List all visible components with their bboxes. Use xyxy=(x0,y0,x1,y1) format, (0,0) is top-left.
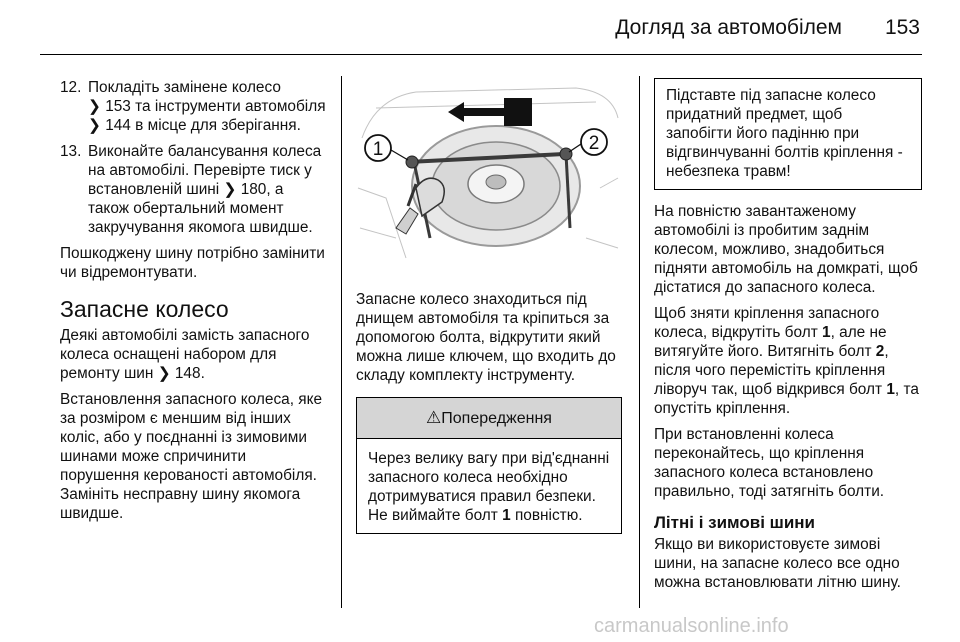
warning-triangle-icon: ⚠ xyxy=(426,408,442,427)
list-item-13: 13. Виконайте балансування колеса на автомобілі. Перевірте тиск у встановленій шині ❯ 180, а також обертальний момент закручування якомога швидше. xyxy=(60,143,322,236)
page-ref[interactable]: 180 xyxy=(240,181,267,198)
section-heading: Запасне колесо xyxy=(60,296,229,322)
paragraph: Пошкоджену шину потрібно замінити чи відремонтувати. xyxy=(60,245,325,281)
warning-header xyxy=(357,398,621,439)
caution-box: Підставте під запасне колесо придатний предмет, щоб запобігти його падінню при відгвинчуванні болтів кріплення - небезпека травм! xyxy=(654,78,922,190)
paragraph: При встановленні колеса переконайтесь, що кріплення запасного колеса встановлено правильно, тоді затягніть болти. xyxy=(654,426,885,500)
column-middle xyxy=(356,78,622,534)
page-number: 153 xyxy=(884,16,920,39)
page-ref-arrow-icon: ❯ xyxy=(88,117,101,134)
header-rule xyxy=(40,54,922,55)
warning-title: Попередження xyxy=(441,410,552,427)
page-ref[interactable]: 148 xyxy=(174,365,201,382)
paragraph: Деякі автомобілі замість запасного колеса оснащені набором для ремонту шин ❯ 148. xyxy=(60,327,310,382)
svg-text:2: 2 xyxy=(588,133,600,154)
page-title: Догляд за автомобілем xyxy=(615,16,842,39)
subsection-heading: Літні і зимові шини xyxy=(654,513,816,532)
list-number: 12. xyxy=(60,79,82,96)
paragraph: Щоб зняти кріплення запасного колеса, відкрутіть болт 1, але не витягуйте його. Витягніть болт 2, після чого перемістіть кріплення ліворуч так, щоб відкрився болт 1, та опустіть кріплення. xyxy=(654,305,919,417)
spare-wheel-illustration xyxy=(356,78,622,274)
paragraph: Встановлення запасного колеса, яке за розміром є меншим від інших коліс, або у поєднанні із зимовими шинами може спричинити порушення керованості автомобіля. Замініть несправну шину якомога швидше. xyxy=(60,391,323,522)
paragraph: На повністю завантаженому автомобілі із пробитим заднім колесом, можливо, знадобиться підняти автомобіль на домкраті, щоб дістатися до запасного колеса. xyxy=(654,203,918,296)
list-number: 13. xyxy=(60,143,82,160)
column-left xyxy=(60,78,326,530)
page-ref-arrow-icon: ❯ xyxy=(157,365,171,382)
warning-body: Через велику вагу при від'єднанні запасного колеса необхідно дотримуватися правил безпеки. Не виймайте болт 1 повністю. xyxy=(368,450,610,524)
watermark: carmanualsonline.info xyxy=(594,615,789,637)
column-divider-1 xyxy=(341,76,342,608)
column-divider-2 xyxy=(639,76,640,608)
page-ref-arrow-icon: ❯ xyxy=(88,98,101,115)
page-ref[interactable]: 144 xyxy=(105,117,131,134)
column-right xyxy=(654,78,922,599)
paragraph: Якщо ви використовуєте зимові шини, на запасне колесо все одно можна встановлювати літню шину. xyxy=(654,536,901,591)
list-item-12: 12. Покладіть замінене колесо ❯ 153 та інструменти автомобіля ❯ 144 в місце для зберігання. xyxy=(60,79,326,134)
paragraph: Запасне колесо знаходиться під днищем автомобіля та кріпиться за допомогою болта, відкрутити який можна лише ключем, що входить до складу комплекту інструменту. xyxy=(356,291,616,384)
warning-box xyxy=(356,397,622,534)
page-header xyxy=(0,0,960,52)
svg-text:1: 1 xyxy=(372,139,384,160)
page-ref-arrow-icon: ❯ xyxy=(223,181,237,198)
page-ref[interactable]: 153 xyxy=(105,98,131,115)
